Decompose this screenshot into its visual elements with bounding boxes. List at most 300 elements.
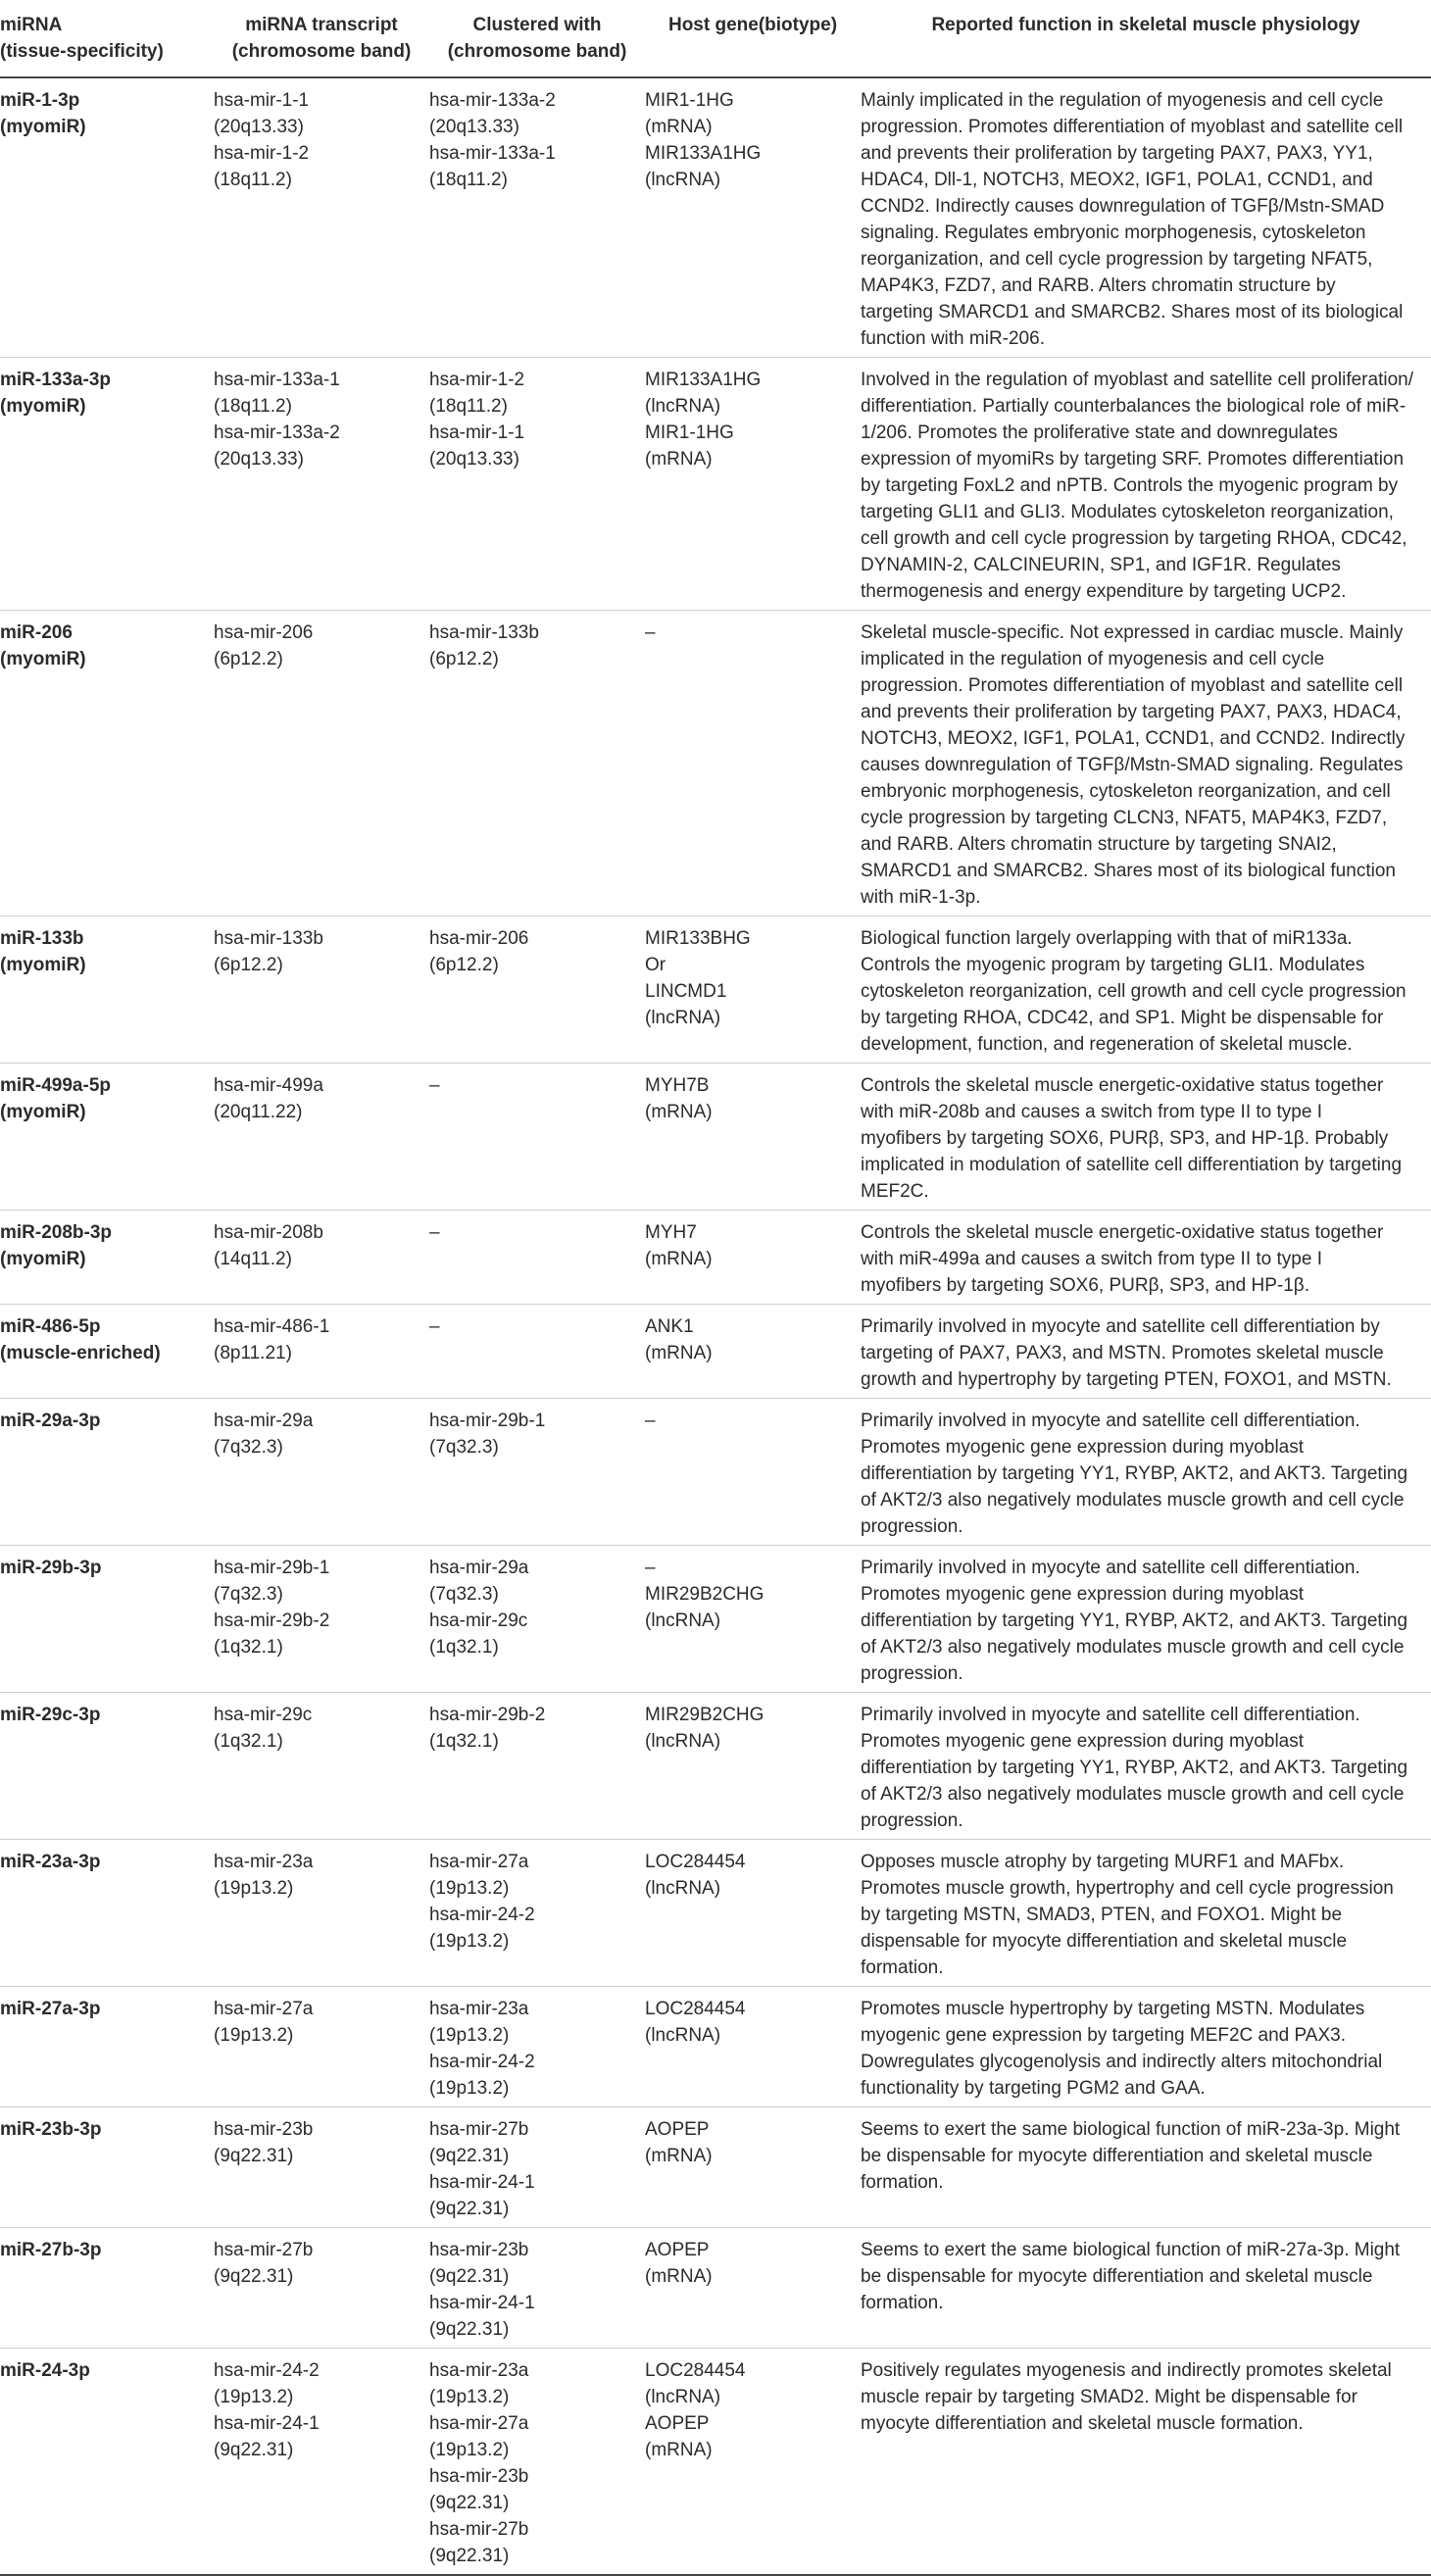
header-line: (tissue-specificity): [0, 41, 164, 62]
cell-line: targeting SMARCD1 and SMARCB2. Shares most of its biological: [861, 302, 1404, 322]
cell-clustered: [429, 1987, 645, 2107]
header-transcript: [214, 0, 429, 77]
cell-line: formation.: [861, 2172, 944, 2193]
cell-host-gene: [645, 77, 861, 358]
cell-mirna: [0, 1693, 214, 1840]
cell-line: (9q22.31): [214, 2266, 294, 2287]
cell-clustered: [429, 2228, 645, 2349]
cell-line: hsa-mir-27a: [429, 1852, 529, 1872]
cell-line: differentiation. Partially counterbalances the biological role of miR-: [861, 396, 1406, 417]
cell-line: with miR-499a and causes a switch from type II to type I: [861, 1249, 1322, 1269]
cell-line: LOC284454: [645, 1852, 746, 1872]
cell-line: Skeletal muscle-specific. Not expressed in cardiac muscle. Mainly: [861, 622, 1404, 643]
cell-line: hsa-mir-29a: [429, 1558, 529, 1578]
cell-host-gene: [645, 916, 861, 1064]
cell-clustered: [429, 77, 645, 358]
cell-line: (18q11.2): [429, 396, 508, 417]
cell-line: (20q13.33): [429, 117, 519, 137]
cell-function: [861, 1987, 1431, 2107]
table-row: [0, 2228, 1431, 2349]
cell-line: development, function, and regeneration of skeletal muscle.: [861, 1034, 1353, 1055]
cell-transcript: [214, 611, 429, 916]
cell-function: [861, 1399, 1431, 1546]
cell-clustered: [429, 1211, 645, 1305]
cell-line: hsa-mir-29b-1: [429, 1411, 546, 1431]
header-function: [861, 0, 1431, 77]
cell-host-gene: [645, 1693, 861, 1840]
cell-line: (lncRNA): [645, 1008, 721, 1028]
cell-line: hsa-mir-1-1: [214, 90, 310, 111]
cell-line: miR-29b-3p: [0, 1558, 102, 1578]
cell-line: (20q11.22): [214, 1102, 303, 1122]
cell-clustered: [429, 916, 645, 1064]
cell-line: myofibers by targeting SOX6, PURβ, SP3, and HP-1β.: [861, 1275, 1309, 1296]
cell-line: Promotes myogenic gene expression during myoblast: [861, 1437, 1305, 1458]
cell-line: (mRNA): [645, 117, 713, 137]
cell-line: Promotes muscle growth, hypertrophy and cell cycle progression: [861, 1878, 1394, 1899]
cell-mirna: [0, 1399, 214, 1546]
cell-line: (lncRNA): [645, 1610, 721, 1631]
header-host-gene: [645, 0, 861, 77]
header-mirna: [0, 0, 214, 77]
header-clustered: [429, 0, 645, 77]
cell-host-gene: [645, 358, 861, 611]
cell-line: implicated in modulation of satellite cell differentiation by targeting: [861, 1155, 1403, 1175]
cell-line: (lncRNA): [645, 396, 721, 417]
cell-line: (19p13.2): [214, 1878, 294, 1899]
cell-line: Controls the skeletal muscle energetic-oxidative status together: [861, 1075, 1384, 1096]
cell-line: embryonic morphogenesis, cytoskeleton reorganization, and cell: [861, 781, 1391, 802]
cell-line: (6p12.2): [214, 649, 283, 669]
cell-function: [861, 1305, 1431, 1399]
cell-line: (20q13.33): [429, 449, 519, 470]
cell-line: (7q32.3): [214, 1437, 283, 1458]
cell-line: (1q32.1): [214, 1731, 283, 1752]
cell-line: (19p13.2): [429, 2025, 510, 2046]
cell-function: [861, 611, 1431, 916]
cell-transcript: [214, 1064, 429, 1211]
cell-host-gene: [645, 2228, 861, 2349]
header-line: Host gene(biotype): [667, 15, 838, 35]
cell-line: hsa-mir-133a-1: [429, 143, 556, 164]
cell-line: miR-23b-3p: [0, 2119, 102, 2140]
cell-mirna: [0, 611, 214, 916]
table-row: [0, 611, 1431, 916]
cell-line: (myomiR): [0, 1102, 86, 1122]
cell-line: Seems to exert the same biological function of miR-23a-3p. Might: [861, 2119, 1401, 2140]
cell-line: hsa-mir-24-1: [429, 2172, 535, 2193]
cell-line: (myomiR): [0, 117, 86, 137]
cell-line: with miR-1-3p.: [861, 887, 981, 908]
cell-line: Or: [645, 955, 666, 975]
cell-clustered: [429, 1840, 645, 1987]
cell-line: (lncRNA): [645, 1878, 721, 1899]
cell-clustered: [429, 1546, 645, 1693]
cell-line: –: [645, 622, 656, 643]
cell-line: hsa-mir-24-2: [214, 2360, 320, 2381]
cell-line: hsa-mir-23a: [214, 1852, 314, 1872]
header-line: (chromosome band): [447, 41, 627, 62]
cell-line: (20q13.33): [214, 117, 304, 137]
cell-line: hsa-mir-23a: [429, 1999, 529, 2019]
cell-line: (14q11.2): [214, 1249, 292, 1269]
cell-transcript: [214, 1211, 429, 1305]
cell-line: thermogenesis and energy expenditure by targeting UCP2.: [861, 581, 1347, 602]
cell-line: hsa-mir-1-1: [429, 422, 525, 443]
cell-line: (18q11.2): [429, 170, 508, 190]
cell-line: hsa-mir-24-1: [429, 2293, 535, 2313]
cell-line: functionality by targeting PGM2 and GAA.: [861, 2078, 1206, 2099]
cell-line: hsa-mir-133a-2: [429, 90, 556, 111]
cell-line: (mRNA): [645, 1102, 713, 1122]
cell-line: (7q32.3): [429, 1584, 499, 1605]
cell-line: LINCMD1: [645, 981, 727, 1002]
cell-line: 1/206. Promotes the proliferative state and downregulates: [861, 422, 1338, 443]
cell-line: (19p13.2): [429, 1878, 510, 1899]
cell-function: [861, 1693, 1431, 1840]
cell-line: hsa-mir-29c: [214, 1705, 313, 1725]
cell-clustered: [429, 358, 645, 611]
cell-line: by targeting MSTN, SMAD3, PTEN, and FOXO1. Might be: [861, 1905, 1343, 1925]
cell-clustered: [429, 1064, 645, 1211]
cell-function: [861, 77, 1431, 358]
cell-mirna: [0, 1987, 214, 2107]
cell-line: (7q32.3): [214, 1584, 283, 1605]
cell-mirna: [0, 1546, 214, 1693]
cell-line: –: [429, 1075, 440, 1096]
cell-line: (9q22.31): [214, 2146, 294, 2166]
cell-line: progression.: [861, 1663, 963, 1684]
cell-line: –: [645, 1411, 656, 1431]
cell-line: Primarily involved in myocyte and satellite cell differentiation by: [861, 1316, 1380, 1337]
header-line: miRNA transcript: [245, 15, 398, 35]
cell-mirna: [0, 916, 214, 1064]
cell-line: targeting of PAX7, PAX3, and MSTN. Promotes skeletal muscle: [861, 1343, 1384, 1363]
cell-line: (7q32.3): [429, 1437, 499, 1458]
cell-line: ANK1: [645, 1316, 694, 1337]
cell-line: (9q22.31): [429, 2546, 510, 2566]
cell-line: miR-206: [0, 622, 73, 643]
cell-line: hsa-mir-133b: [214, 928, 323, 949]
cell-host-gene: [645, 1987, 861, 2107]
cell-mirna: [0, 2349, 214, 2576]
cell-line: Positively regulates myogenesis and indirectly promotes skeletal: [861, 2360, 1392, 2381]
cell-line: hsa-mir-27b: [214, 2240, 314, 2260]
cell-line: hsa-mir-24-2: [429, 1905, 535, 1925]
cell-function: [861, 1064, 1431, 1211]
cell-transcript: [214, 77, 429, 358]
cell-line: formation.: [861, 2293, 944, 2313]
cell-line: MYH7: [645, 1222, 697, 1243]
cell-line: DYNAMIN-2, CALCINEURIN, SP1, and IGF1R. Regulates: [861, 555, 1341, 575]
cell-transcript: [214, 1987, 429, 2107]
table-row: [0, 2107, 1431, 2228]
cell-clustered: [429, 1693, 645, 1840]
cell-function: [861, 2349, 1431, 2576]
cell-transcript: [214, 1546, 429, 1693]
cell-line: hsa-mir-29c: [429, 1610, 528, 1631]
cell-line: Promotes myogenic gene expression during myoblast: [861, 1584, 1305, 1605]
cell-line: MIR29B2CHG: [645, 1584, 765, 1605]
cell-line: (lncRNA): [645, 1731, 721, 1752]
cell-line: hsa-mir-27a: [214, 1999, 314, 2019]
cell-transcript: [214, 916, 429, 1064]
cell-line: (8p11.21): [214, 1343, 292, 1363]
cell-line: (myomiR): [0, 649, 86, 669]
cell-line: cycle progression by targeting CLCN3, NFAT5, MAP4K3, FZD7,: [861, 808, 1388, 828]
cell-line: MIR133A1HG: [645, 143, 762, 164]
cell-mirna: [0, 358, 214, 611]
cell-function: [861, 2228, 1431, 2349]
table-row: [0, 1399, 1431, 1546]
table-row: [0, 1840, 1431, 1987]
cell-line: hsa-mir-27b: [429, 2519, 529, 2540]
cell-clustered: [429, 2349, 645, 2576]
cell-line: of AKT2/3 also negatively modulates muscle growth and cell cycle: [861, 1637, 1405, 1658]
cell-line: miR-1-3p: [0, 90, 80, 111]
cell-line: hsa-mir-24-2: [429, 2052, 535, 2072]
cell-line: and RARB. Alters chromatin structure by targeting SNAI2,: [861, 834, 1337, 855]
cell-line: hsa-mir-206: [429, 928, 529, 949]
cell-line: hsa-mir-133b: [429, 622, 539, 643]
cell-line: –: [645, 1558, 656, 1578]
cell-line: Controls the skeletal muscle energetic-oxidative status together: [861, 1222, 1384, 1243]
cell-line: SMARCD1 and SMARCB2. Shares most of its biological function: [861, 861, 1396, 881]
cell-host-gene: [645, 1399, 861, 1546]
cell-line: hsa-mir-486-1: [214, 1316, 330, 1337]
cell-line: (9q22.31): [429, 2266, 510, 2287]
cell-line: (myomiR): [0, 955, 86, 975]
cell-host-gene: [645, 1064, 861, 1211]
cell-line: miR-27a-3p: [0, 1999, 101, 2019]
cell-line: CCND2. Indirectly causes downregulation of TGFβ/Mstn-SMAD: [861, 196, 1385, 217]
cell-transcript: [214, 2228, 429, 2349]
cell-line: hsa-mir-208b: [214, 1222, 323, 1243]
cell-line: (20q13.33): [214, 449, 304, 470]
cell-host-gene: [645, 1840, 861, 1987]
cell-line: differentiation by targeting YY1, RYBP, AKT2, and AKT3. Targeting: [861, 1610, 1408, 1631]
cell-line: Dowregulates glycogenolysis and indirectly alters mitochondrial: [861, 2052, 1383, 2072]
cell-line: hsa-mir-27a: [429, 2413, 529, 2434]
table-row: [0, 1987, 1431, 2107]
cell-line: differentiation by targeting YY1, RYBP, AKT2, and AKT3. Targeting: [861, 1463, 1408, 1484]
cell-line: Seems to exert the same biological function of miR-27a-3p. Might: [861, 2240, 1401, 2260]
cell-line: myogenic gene expression by targeting MEF2C and PAX3.: [861, 2025, 1346, 2046]
cell-line: and prevents their proliferation by targeting PAX7, PAX3, YY1,: [861, 143, 1373, 164]
cell-line: by targeting FoxL2 and nPTB. Controls the myogenic program by: [861, 475, 1399, 496]
cell-line: hsa-mir-1-2: [214, 143, 310, 164]
header-line: Clustered with: [472, 15, 602, 35]
cell-line: –: [429, 1222, 440, 1243]
cell-line: of AKT2/3 also negatively modulates muscle growth and cell cycle: [861, 1490, 1405, 1511]
cell-line: progression.: [861, 1516, 963, 1537]
cell-line: hsa-mir-133a-1: [214, 370, 340, 390]
cell-line: (9q22.31): [429, 2493, 510, 2513]
cell-line: function with miR-206.: [861, 328, 1045, 349]
cell-function: [861, 1840, 1431, 1987]
cell-line: LOC284454: [645, 2360, 746, 2381]
cell-line: (9q22.31): [214, 2440, 294, 2460]
table-row: [0, 358, 1431, 611]
cell-line: (19p13.2): [429, 2440, 510, 2460]
cell-function: [861, 358, 1431, 611]
cell-transcript: [214, 2107, 429, 2228]
cell-line: miR-27b-3p: [0, 2240, 102, 2260]
cell-function: [861, 916, 1431, 1064]
cell-host-gene: [645, 1211, 861, 1305]
cell-line: MAP4K3, FZD7, and RARB. Alters chromatin structure by: [861, 275, 1336, 296]
cell-transcript: [214, 1693, 429, 1840]
cell-mirna: [0, 2228, 214, 2349]
cell-line: myocyte differentiation and skeletal muscle formation.: [861, 2413, 1304, 2434]
cell-line: (lncRNA): [645, 2387, 721, 2407]
cell-line: (mRNA): [645, 2146, 713, 2166]
cell-mirna: [0, 1305, 214, 1399]
cell-line: (mRNA): [645, 2440, 713, 2460]
cell-line: hsa-mir-23b: [429, 2240, 529, 2260]
cell-line: (9q22.31): [429, 2146, 510, 2166]
cell-host-gene: [645, 1546, 861, 1693]
table-row: [0, 1305, 1431, 1399]
cell-line: (mRNA): [645, 1249, 713, 1269]
cell-line: MYH7B: [645, 1075, 710, 1096]
cell-line: NOTCH3, MEOX2, IGF1, POLA1, CCND1, and CCND2. Indirectly: [861, 728, 1406, 749]
table-row: [0, 1693, 1431, 1840]
cell-line: Promotes myogenic gene expression during myoblast: [861, 1731, 1305, 1752]
cell-line: Involved in the regulation of myoblast and satellite cell proliferation/: [861, 370, 1413, 390]
cell-transcript: [214, 2349, 429, 2576]
cell-line: miR-133b: [0, 928, 84, 949]
cell-line: (18q11.2): [214, 396, 292, 417]
cell-line: muscle repair by targeting SMAD2. Might be dispensable for: [861, 2387, 1357, 2407]
cell-function: [861, 1211, 1431, 1305]
cell-line: AOPEP: [645, 2240, 710, 2260]
cell-line: AOPEP: [645, 2413, 710, 2434]
cell-line: cytoskeleton reorganization, cell growth and cell cycle progression: [861, 981, 1406, 1002]
cell-host-gene: [645, 2349, 861, 2576]
cell-line: miR-29a-3p: [0, 1411, 101, 1431]
cell-line: hsa-mir-206: [214, 622, 314, 643]
cell-line: (18q11.2): [214, 170, 292, 190]
cell-line: hsa-mir-23b: [429, 2466, 529, 2487]
cell-line: MIR1-1HG: [645, 90, 734, 111]
cell-line: MIR133BHG: [645, 928, 751, 949]
cell-line: MEF2C.: [861, 1181, 929, 1202]
cell-line: hsa-mir-23b: [214, 2119, 314, 2140]
table-row: [0, 1546, 1431, 1693]
cell-line: hsa-mir-29a: [214, 1411, 314, 1431]
table-row: [0, 2349, 1431, 2576]
cell-line: hsa-mir-29b-2: [429, 1705, 546, 1725]
cell-clustered: [429, 1305, 645, 1399]
cell-line: (9q22.31): [429, 2319, 510, 2340]
cell-line: miR-499a-5p: [0, 1075, 111, 1096]
cell-line: of AKT2/3 also negatively modulates muscle growth and cell cycle: [861, 1784, 1405, 1805]
cell-line: by targeting RHOA, CDC42, and SP1. Might be dispensable for: [861, 1008, 1384, 1028]
table-header-row: [0, 0, 1431, 77]
cell-mirna: [0, 1840, 214, 1987]
cell-line: miR-486-5p: [0, 1316, 101, 1337]
cell-mirna: [0, 1211, 214, 1305]
cell-line: signaling. Regulates embryonic morphogenesis, cytoskeleton: [861, 223, 1366, 243]
cell-line: and prevents their proliferation by targeting PAX7, PAX3, HDAC4,: [861, 702, 1402, 722]
cell-line: differentiation by targeting YY1, RYBP, AKT2, and AKT3. Targeting: [861, 1758, 1408, 1778]
cell-line: Primarily involved in myocyte and satellite cell differentiation.: [861, 1705, 1360, 1725]
cell-line: (1q32.1): [214, 1637, 283, 1658]
cell-line: (19p13.2): [429, 2387, 510, 2407]
table-row: [0, 916, 1431, 1064]
cell-host-gene: [645, 2107, 861, 2228]
cell-clustered: [429, 2107, 645, 2228]
cell-line: (1q32.1): [429, 1637, 499, 1658]
cell-line: hsa-mir-27b: [429, 2119, 529, 2140]
cell-line: progression. Promotes differentiation of myoblast and satellite cell: [861, 117, 1404, 137]
cell-clustered: [429, 611, 645, 916]
table-row: [0, 1064, 1431, 1211]
cell-line: be dispensable for myocyte differentiation and skeletal muscle: [861, 2266, 1373, 2287]
cell-line: Primarily involved in myocyte and satellite cell differentiation.: [861, 1411, 1360, 1431]
header-line: (chromosome band): [231, 41, 412, 62]
cell-line: Controls the myogenic program by targeting GLI1. Modulates: [861, 955, 1365, 975]
cell-line: (6p12.2): [429, 955, 499, 975]
cell-line: (myomiR): [0, 1249, 86, 1269]
cell-line: (6p12.2): [214, 955, 283, 975]
cell-line: MIR1-1HG: [645, 422, 734, 443]
cell-line: –: [429, 1316, 440, 1337]
cell-line: hsa-mir-23a: [429, 2360, 529, 2381]
cell-line: growth and hypertrophy by targeting PTEN, FOXO1, and MSTN.: [861, 1369, 1392, 1390]
cell-line: causes downregulation of TGFβ/Mstn-SMAD signaling. Regulates: [861, 755, 1404, 775]
cell-line: implicated in the regulation of myogenesis and cell cycle: [861, 649, 1325, 669]
cell-mirna: [0, 2107, 214, 2228]
cell-transcript: [214, 1305, 429, 1399]
table-row: [0, 1211, 1431, 1305]
cell-line: cell growth and cell cycle progression by targeting RHOA, CDC42,: [861, 528, 1407, 549]
cell-line: (19p13.2): [429, 2078, 510, 2099]
cell-mirna: [0, 77, 214, 358]
cell-line: AOPEP: [645, 2119, 710, 2140]
header-line: miRNA: [0, 15, 63, 35]
cell-line: (9q22.31): [429, 2199, 510, 2219]
cell-line: MIR133A1HG: [645, 370, 762, 390]
cell-line: (lncRNA): [645, 170, 721, 190]
cell-line: (19p13.2): [214, 2025, 294, 2046]
cell-line: Opposes muscle atrophy by targeting MURF1 and MAFbx.: [861, 1852, 1345, 1872]
cell-line: miR-133a-3p: [0, 370, 111, 390]
cell-line: Mainly implicated in the regulation of myogenesis and cell cycle: [861, 90, 1384, 111]
cell-line: Promotes muscle hypertrophy by targeting MSTN. Modulates: [861, 1999, 1365, 2019]
cell-line: MIR29B2CHG: [645, 1705, 765, 1725]
cell-line: (mRNA): [645, 2266, 713, 2287]
cell-line: HDAC4, Dll-1, NOTCH3, MEOX2, IGF1, POLA1, CCND1, and: [861, 170, 1373, 190]
cell-line: formation.: [861, 1957, 944, 1978]
cell-host-gene: [645, 611, 861, 916]
cell-line: targeting GLI1 and GLI3. Modulates cytoskeleton reorganization,: [861, 502, 1394, 522]
cell-mirna: [0, 1064, 214, 1211]
cell-line: miR-29c-3p: [0, 1705, 101, 1725]
cell-line: LOC284454: [645, 1999, 746, 2019]
cell-line: Biological function largely overlapping with that of miR133a.: [861, 928, 1353, 949]
cell-transcript: [214, 1399, 429, 1546]
cell-line: miR-23a-3p: [0, 1852, 101, 1872]
cell-line: Primarily involved in myocyte and satellite cell differentiation.: [861, 1558, 1360, 1578]
cell-line: with miR-208b and causes a switch from type II to type I: [861, 1102, 1322, 1122]
cell-line: (lncRNA): [645, 2025, 721, 2046]
cell-line: (mRNA): [645, 449, 713, 470]
header-line: Reported function in skeletal muscle physiology: [931, 15, 1360, 35]
cell-host-gene: [645, 1305, 861, 1399]
cell-line: (6p12.2): [429, 649, 499, 669]
